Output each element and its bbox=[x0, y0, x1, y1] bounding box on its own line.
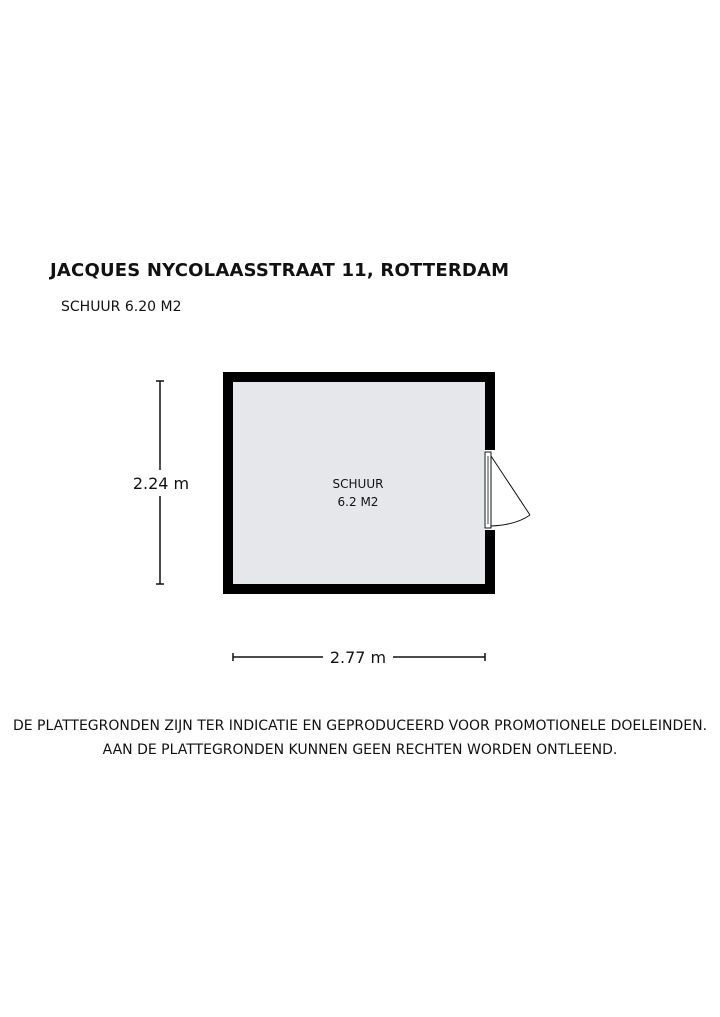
page-title: JACQUES NYCOLAASSTRAAT 11, ROTTERDAM bbox=[50, 260, 510, 281]
height-dimension-label: 2.24 m bbox=[132, 474, 190, 493]
disclaimer bbox=[0, 714, 720, 762]
disclaimer-line-1: DE PLATTEGRONDEN ZIJN TER INDICATIE EN GEPRODUCEERD VOOR PROMOTIONELE DOELEINDEN. bbox=[12, 718, 708, 734]
width-dimension-label: 2.77 m bbox=[329, 648, 387, 667]
door-leaf bbox=[491, 456, 530, 515]
room-name-label: SCHUUR bbox=[332, 477, 384, 491]
disclaimer-line-2: AAN DE PLATTEGRONDEN KUNNEN GEEN RECHTEN WORDEN ONTLEEND. bbox=[102, 742, 618, 758]
page-subtitle: SCHUUR 6.20 M2 bbox=[61, 299, 182, 315]
door-swing-arc bbox=[491, 515, 530, 526]
room-area-label: 6.2 M2 bbox=[337, 495, 379, 509]
